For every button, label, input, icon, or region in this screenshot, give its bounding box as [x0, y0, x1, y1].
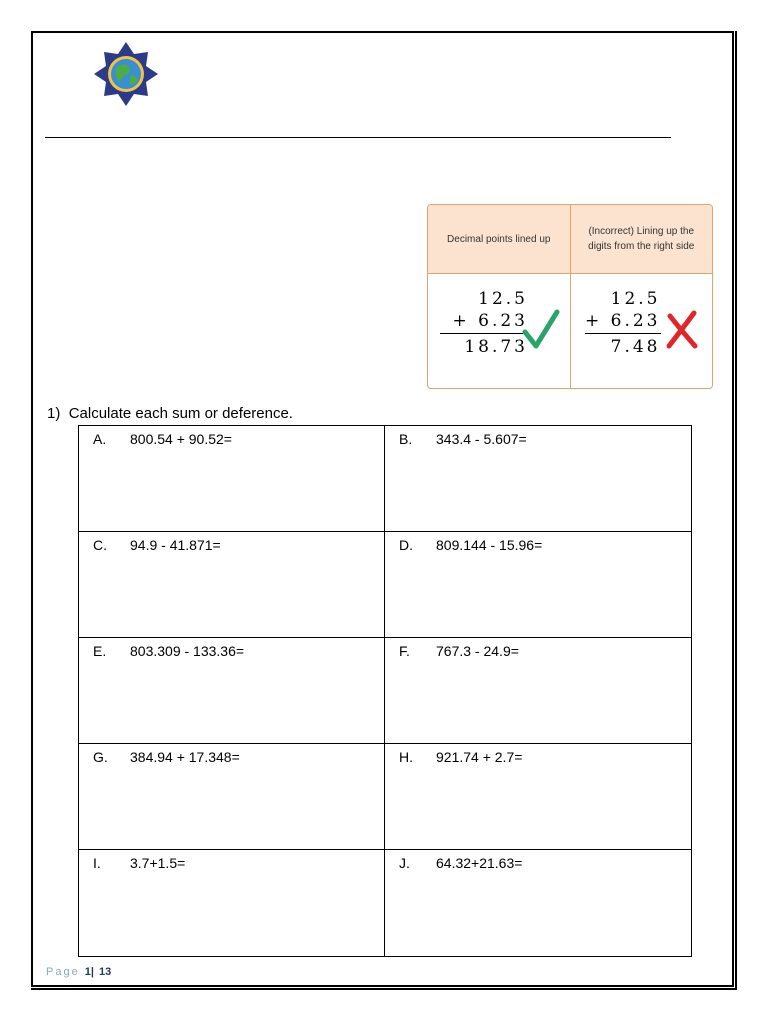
problem-cell[interactable] — [385, 532, 691, 638]
problem-letter: I. — [93, 855, 101, 871]
reference-header-incorrect: (Incorrect) Lining up the digits from the right side — [588, 226, 695, 252]
problem-letter: E. — [93, 643, 107, 659]
sum-bar — [440, 333, 528, 334]
problem-cell[interactable] — [385, 426, 691, 532]
problem-letter: G. — [93, 749, 108, 765]
sum-bar — [585, 333, 661, 334]
problem-letter: F. — [399, 643, 410, 659]
problem-expression: 767.3 - 24.9= — [436, 643, 519, 659]
question-text: Calculate each sum or deference. — [68, 405, 293, 422]
incorrect-calculation — [585, 288, 661, 358]
problem-expression: 800.54 + 90.52= — [130, 431, 232, 447]
incorrect-line-1: 12.5 — [610, 289, 661, 309]
problem-expression: 343.4 - 5.607= — [436, 431, 527, 447]
problem-letter: D. — [399, 537, 413, 553]
total-pages: 13 — [99, 966, 112, 978]
incorrect-line-2: + 6.23 — [585, 311, 661, 331]
correct-result: 18.73 — [464, 337, 528, 357]
problem-expression: 921.74 + 2.7= — [436, 749, 523, 765]
problem-letter: H. — [399, 749, 413, 765]
problem-cell[interactable] — [79, 426, 385, 532]
reference-correct-cell — [428, 274, 571, 388]
check-icon — [522, 308, 560, 352]
page-separator: | — [90, 966, 94, 978]
problem-cell[interactable] — [79, 744, 385, 850]
correct-line-1: 12.5 — [478, 289, 528, 309]
problem-cell[interactable] — [79, 638, 385, 744]
problem-letter: A. — [93, 431, 107, 447]
problem-expression: 3.7+1.5= — [130, 855, 186, 871]
problem-cell[interactable] — [79, 850, 385, 956]
problem-cell[interactable] — [385, 744, 691, 850]
problem-expression: 809.144 - 15.96= — [436, 537, 543, 553]
reference-body-row — [428, 274, 712, 388]
problem-letter: B. — [399, 431, 413, 447]
reference-header-correct: Decimal points lined up — [428, 205, 571, 273]
problem-grid — [78, 425, 692, 957]
problem-expression: 384.94 + 17.348= — [130, 749, 240, 765]
correct-line-2: + 6.23 — [452, 311, 528, 331]
page-label: Page — [46, 966, 80, 978]
header-rule — [45, 137, 671, 138]
question-number: 1) — [47, 405, 61, 422]
school-logo — [92, 40, 160, 108]
reference-header-row — [428, 205, 712, 274]
problem-letter: C. — [93, 537, 107, 553]
current-page-number: 1 — [84, 966, 91, 978]
problem-letter: J. — [399, 855, 410, 871]
problem-cell[interactable] — [385, 850, 691, 956]
problem-expression: 94.9 - 41.871= — [130, 537, 221, 553]
correct-calculation — [440, 288, 528, 358]
problem-cell[interactable] — [385, 638, 691, 744]
reference-incorrect-cell — [571, 274, 713, 388]
question-1 — [47, 405, 293, 423]
problem-expression: 64.32+21.63= — [436, 855, 523, 871]
cross-icon — [665, 310, 699, 350]
page-footer — [46, 966, 111, 978]
problem-expression: 803.309 - 133.36= — [130, 643, 245, 659]
incorrect-result: 7.48 — [610, 337, 661, 357]
decimal-reference-table — [427, 204, 713, 389]
problem-cell[interactable] — [79, 532, 385, 638]
